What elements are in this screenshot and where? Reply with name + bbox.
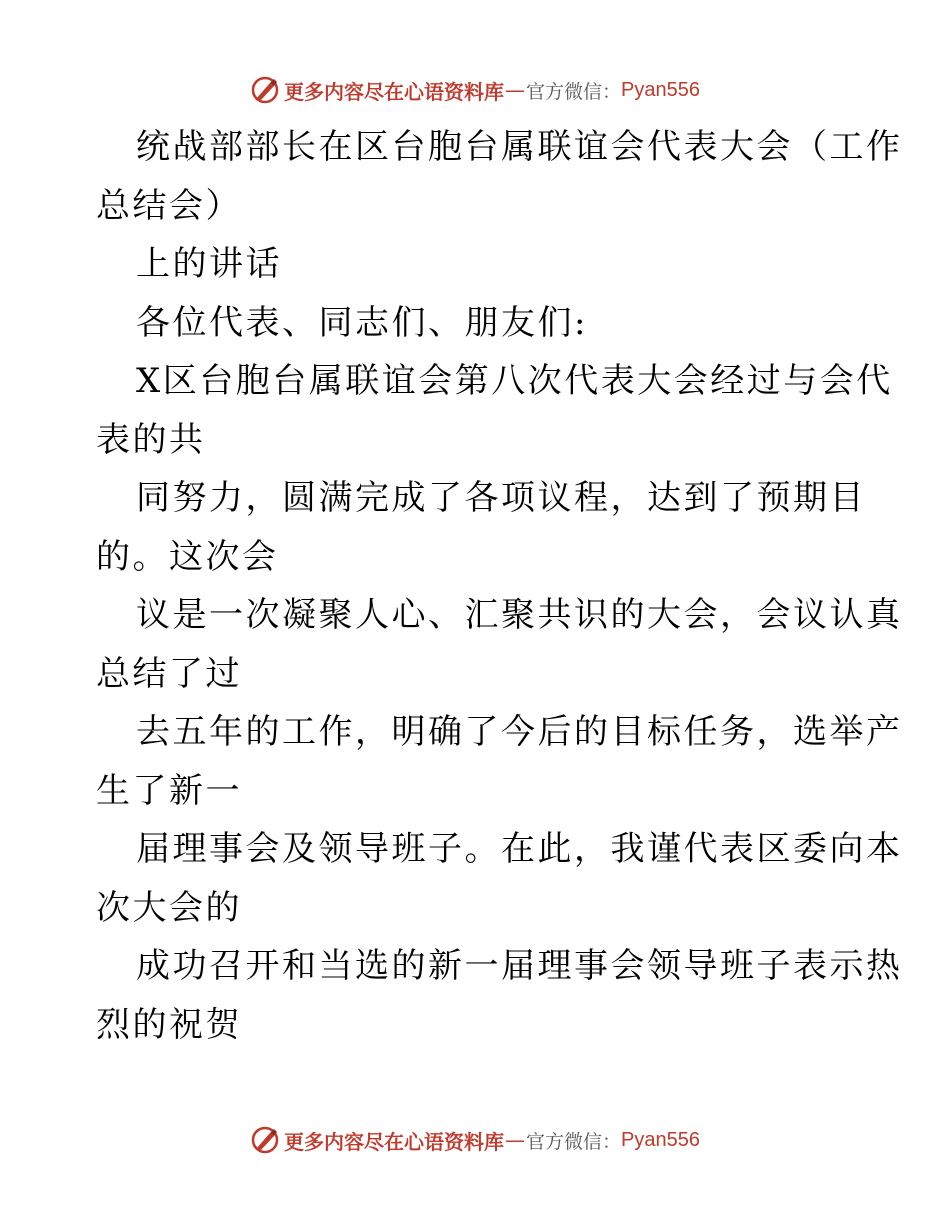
paragraph-line: 成功召开和当选的新一届理事会领导班子表示热 [136, 946, 903, 986]
paragraph-line: 去五年的工作，明确了今后的目标任务，选举产 [136, 712, 903, 752]
paragraph-line: 次大会的 [96, 887, 242, 928]
watermark-text: 更多内容尽在心语资料库 [284, 79, 504, 104]
title-line-2: 总结会） [96, 185, 242, 226]
watermark-dash: — [505, 78, 525, 102]
paragraph-line: X区台胞台属联谊会第八次代表大会经过与会代 [136, 361, 893, 401]
watermark-official-label: 官方微信： [526, 1130, 622, 1153]
document-body [96, 118, 903, 1054]
header-watermark [0, 70, 950, 110]
watermark-official-label: 官方微信： [526, 80, 622, 103]
pen-logo-icon [250, 1125, 280, 1155]
paragraph-line: 议是一次凝聚人心、汇聚共识的大会，会议认真 [136, 595, 903, 635]
footer-watermark [0, 1120, 950, 1160]
watermark-text: 更多内容尽在心语资料库 [284, 1129, 504, 1154]
paragraph-line: 届理事会及领导班子。在此，我谨代表区委向本 [136, 829, 903, 869]
watermark-dash: — [505, 1128, 525, 1152]
watermark-wechat-id: Pyan556 [621, 78, 700, 101]
title-line-1: 统战部部长在区台胞台属联谊会代表大会（工作 [136, 127, 903, 167]
watermark-wechat-id: Pyan556 [621, 1128, 700, 1151]
paragraph-line: 总结了过 [96, 653, 242, 694]
title-line-3: 上的讲话 [136, 244, 282, 284]
paragraph-line: 同努力，圆满完成了各项议程，达到了预期目 [136, 478, 866, 518]
salutation-line: 各位代表、同志们、朋友们: [136, 302, 588, 343]
paragraph-line: 烈的祝贺 [96, 1004, 242, 1045]
pen-logo-icon [250, 75, 280, 105]
paragraph-line: 生了新一 [96, 770, 242, 811]
paragraph-line: 的。这次会 [96, 536, 279, 577]
paragraph-line: 表的共 [96, 419, 206, 460]
